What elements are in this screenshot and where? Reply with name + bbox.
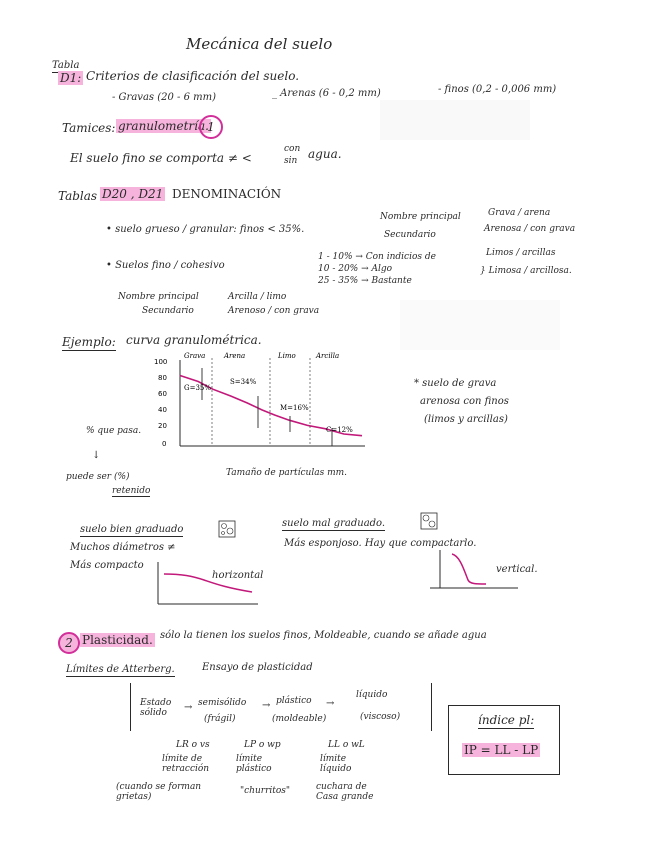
arenosa-grava: Arenosa / con grava: [484, 224, 576, 234]
lr-label: LR o vs: [176, 740, 210, 750]
y-tick-80: 80: [158, 374, 167, 382]
d1-highlight: D1:: [60, 71, 82, 85]
grain-size-chart: [150, 352, 370, 472]
section-number-2: 2: [58, 632, 80, 654]
y-tick-20: 20: [158, 422, 167, 430]
y-tick-0: 0: [162, 440, 167, 448]
arenoso-grava: Arenoso / con grava: [228, 306, 320, 316]
plastico: plástico: [276, 696, 312, 706]
granulometria-label: [116, 120, 211, 134]
fino-cohesivo: • Suelos fino / cohesivo: [106, 260, 225, 271]
fino-agua: agua.: [308, 147, 342, 161]
limosa-arcillosa: } Limosa / arcillosa.: [480, 266, 572, 276]
ll-label: LL o wL: [328, 740, 365, 750]
ejemplo-label: Ejemplo:: [62, 335, 116, 349]
fino-sin: sin: [284, 156, 298, 166]
tablas-codes: [100, 188, 165, 202]
ensayo-plasticidad: Ensayo de plasticidad: [202, 662, 313, 673]
puede-ser: puede ser (%): [66, 472, 130, 482]
fino-con: con: [284, 144, 301, 154]
esponjoso: Más esponjoso. Hay que compactarlo.: [284, 538, 477, 549]
zone-grava: Grava: [184, 352, 206, 360]
mal-graduado-icon: [420, 512, 438, 530]
tamices-label: Tamices:: [62, 121, 116, 135]
tablas-codes-highlight: D20 , D21: [102, 187, 164, 201]
annotation-c: C=12%: [326, 426, 353, 434]
annotation-s: S=34%: [230, 378, 257, 386]
indice-formula-highlight: IP = LL - LP: [464, 743, 539, 757]
d1-code: [58, 72, 83, 86]
pct-range-1: 1 - 10% → Con indicios de: [318, 252, 436, 262]
secundario-right: Secundario: [384, 230, 436, 240]
annotation-m: M=16%: [280, 404, 309, 412]
star-note-line-2: arenosa con finos: [420, 396, 509, 407]
limites-atterberg: Límites de Atterberg.: [66, 664, 175, 675]
vertical-label: vertical.: [496, 564, 538, 575]
estado-solido: Estado sólido: [140, 698, 172, 719]
lp-description: límite plástico: [236, 754, 272, 775]
lr-description: límite de retracción: [162, 754, 210, 775]
tabla-label: Tabla: [52, 60, 80, 71]
granulometria-highlight: granulometría.: [118, 119, 209, 133]
tablas-label: Tablas: [58, 189, 98, 203]
mal-graduado: suelo mal graduado.: [282, 518, 386, 529]
lp-label: LP o wp: [244, 740, 281, 750]
star-note-line-3: (limos y arcillas): [424, 414, 508, 425]
arrow-2: →: [262, 700, 271, 711]
bien-graduado-icon: [218, 520, 236, 538]
churritos-note: "churritos": [240, 786, 291, 796]
grietas-note: (cuando se forman grietas): [116, 782, 202, 803]
zone-arcilla: Arcilla: [316, 352, 340, 360]
bien-graduado: suelo bien graduado: [80, 524, 184, 535]
que-pasa: % que pasa.: [86, 426, 142, 436]
viscoso: (viscoso): [360, 712, 401, 722]
arrow-1: →: [184, 702, 193, 713]
arrow-3: →: [326, 698, 335, 709]
liquido: líquido: [356, 690, 388, 700]
mas-compacto: Más compacto: [70, 560, 144, 571]
grueso-rule: • suelo grueso / granular: finos < 35%.: [106, 224, 305, 235]
denominacion-heading: DENOMINACIÓN: [172, 187, 282, 201]
indice-formula: [462, 744, 540, 758]
y-tick-60: 60: [158, 390, 167, 398]
ll-description: límite líquido: [320, 754, 352, 775]
indice-label: índice pl:: [478, 713, 535, 727]
plasticidad-highlight: Plasticidad.: [82, 633, 153, 647]
chart-x-label: Tamaño de partículas mm.: [226, 468, 348, 478]
nombre-principal-left: Nombre principal: [118, 292, 199, 302]
arenas-fraction: _ Arenas (6 - 0,2 mm): [272, 88, 381, 99]
annotation-g: G=35%: [184, 384, 212, 392]
curva-label: curva granulométrica.: [126, 333, 262, 347]
limos-arcillas: Limos / arcillas: [486, 248, 556, 258]
gravas-fraction: - Gravas (20 - 6 mm): [112, 92, 216, 103]
grava-arena: Grava / arena: [488, 208, 551, 218]
plasticidad-heading: [80, 634, 155, 648]
down-arrow: ↓: [92, 450, 101, 461]
horizontal-curve-sketch: [152, 560, 262, 610]
plasticidad-description: sólo la tienen los suelos finos, Moldeable, cuando se añade agua: [160, 630, 487, 641]
fino-behaviour: El suelo fino se comporta ≠ <: [70, 151, 252, 165]
zone-limo: Limo: [278, 352, 296, 360]
arcilla-limo: Arcilla / limo: [228, 292, 287, 302]
bleed-through-mark: [380, 100, 530, 140]
muchos-diametros: Muchos diámetros ≠: [70, 542, 176, 553]
moldeable: (moldeable): [272, 714, 327, 724]
secundario-left: Secundario: [142, 306, 194, 316]
finos-fraction: - finos (0,2 - 0,006 mm): [438, 84, 557, 95]
section-number-1: 1: [199, 115, 223, 139]
nombre-principal-right: Nombre principal: [380, 212, 461, 222]
pct-range-3: 25 - 35% → Bastante: [318, 276, 412, 286]
bleed-through-mark: [400, 300, 560, 350]
cuchara-note: cuchara de Casa grande: [316, 782, 374, 803]
y-tick-100: 100: [154, 358, 168, 366]
semisolido: semisólido: [198, 698, 247, 708]
zone-arena: Arena: [224, 352, 246, 360]
retenido: retenido: [112, 486, 151, 496]
pct-range-2: 10 - 20% → Algo: [318, 264, 393, 274]
fragil: (frágil): [204, 714, 236, 724]
horizontal-label: horizontal: [212, 570, 264, 581]
y-tick-40: 40: [158, 406, 167, 414]
page-title: Mecánica del suelo: [186, 35, 333, 53]
star-note-line-1: * suelo de grava: [414, 378, 497, 389]
criterios-text: Criterios de clasificación del suelo.: [86, 69, 300, 83]
